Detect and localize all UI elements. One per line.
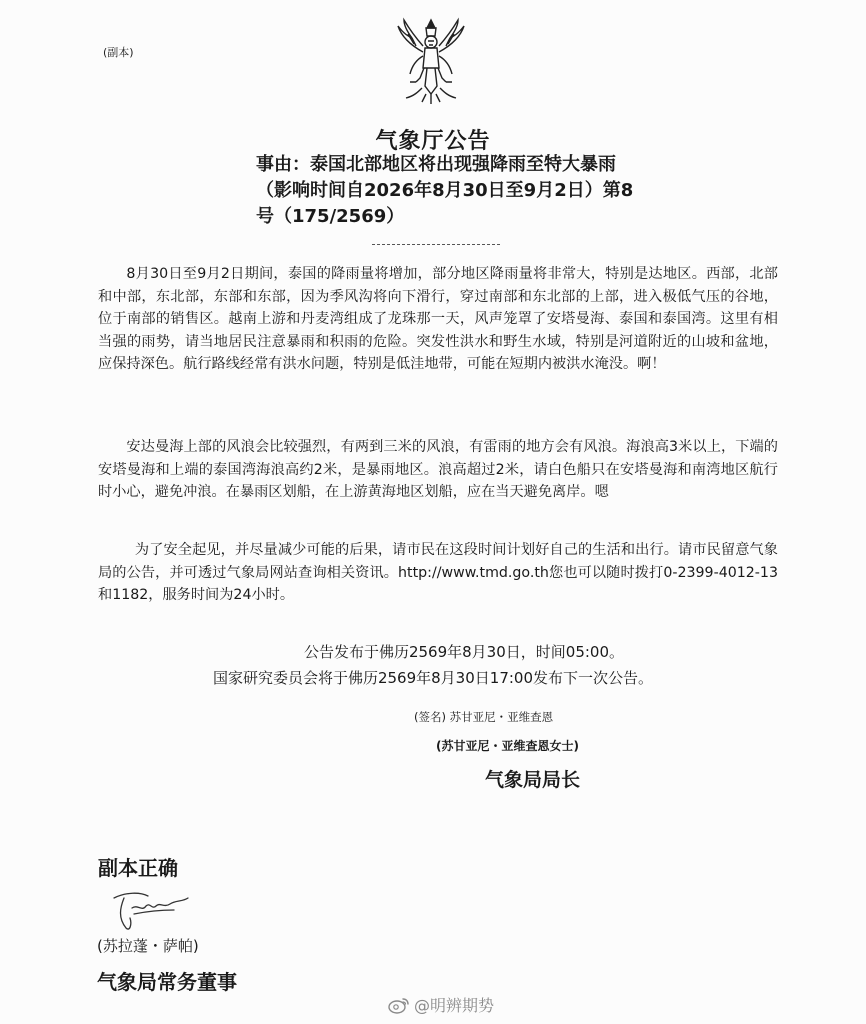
certified-copy-label: 副本正确	[98, 856, 178, 880]
handwritten-signature	[104, 884, 194, 940]
certifier-name: (苏拉蓬・萨帕)	[97, 937, 199, 955]
signed-line: (签名) 苏甘亚尼・亚维查恩	[414, 710, 554, 724]
body-paragraph-2: 安达曼海上部的风浪会比较强烈，有两到三米的风浪，有雷雨的地方会有风浪。海浪高3米以上，下端的安塔曼海和上端的泰国湾海浪高约2米，是暴雨地区。浪高超过2米，请白色船只在安塔曼海和南湾地区航行时小心，避免冲浪。在暴雨区划船，在上游黄海地区划船，应在当天避免离岸。嗯	[98, 439, 778, 500]
certifier-title: 气象局常务董事	[97, 970, 237, 994]
body-paragraph-3: 为了安全起见，并尽量减少可能的后果，请市民在这段时间计划好自己的生活和出行。请市民留意气象局的公告，并可透过气象局网站查询相关资讯。http://www.tmd.go.th您也可以随时拨打0-2399-4012-13和1182，服务时间为24小时。	[98, 542, 778, 603]
issuance-time: 公告发布于佛历2569年8月30日，时间05:00。	[303, 643, 625, 661]
next-announcement: 国家研究委员会将于佛历2569年8月30日17:00发布下一次公告。	[212, 669, 654, 687]
watermark-text: @明辨期势	[414, 996, 495, 1015]
signer-name: (苏甘亚尼・亚维查恩女士)	[436, 739, 579, 753]
signer-title: 气象局局长	[485, 769, 581, 791]
body-paragraph-1: 8月30日至9月2日期间，泰国的降雨量将增加，部分地区降雨量将非常大，特别是达地区。西部，北部和中部，东北部，东部和东部，因为季风沟将向下滑行，穿过南部和东北部的上部，进入极低气压的谷地，位于南部的销售区。越南上游和丹麦湾组成了龙珠那一天，风声笼罩了安塔曼海、泰国和泰国湾。这里有相当强的雨势，请当地居民注意暴雨和积雨的危险。突发性洪水和野生水域，特别是河道附近的山坡和盆地，应保持深色。航行路线经常有洪水问题，特别是低洼地带，可能在短期内被洪水淹没。啊！	[98, 266, 778, 372]
title-separator	[372, 244, 500, 245]
notice-title: 气象厅公告	[375, 129, 491, 154]
garuda-emblem-icon	[392, 16, 470, 106]
copy-label: (副本)	[103, 46, 134, 59]
notice-subject: 事由：泰国北部地区将出现强降雨至特大暴雨（影响时间自2026年8月30日至9月2日）第8号（175/2569）	[256, 154, 634, 227]
weibo-icon	[388, 996, 410, 1014]
watermark	[388, 993, 494, 1016]
